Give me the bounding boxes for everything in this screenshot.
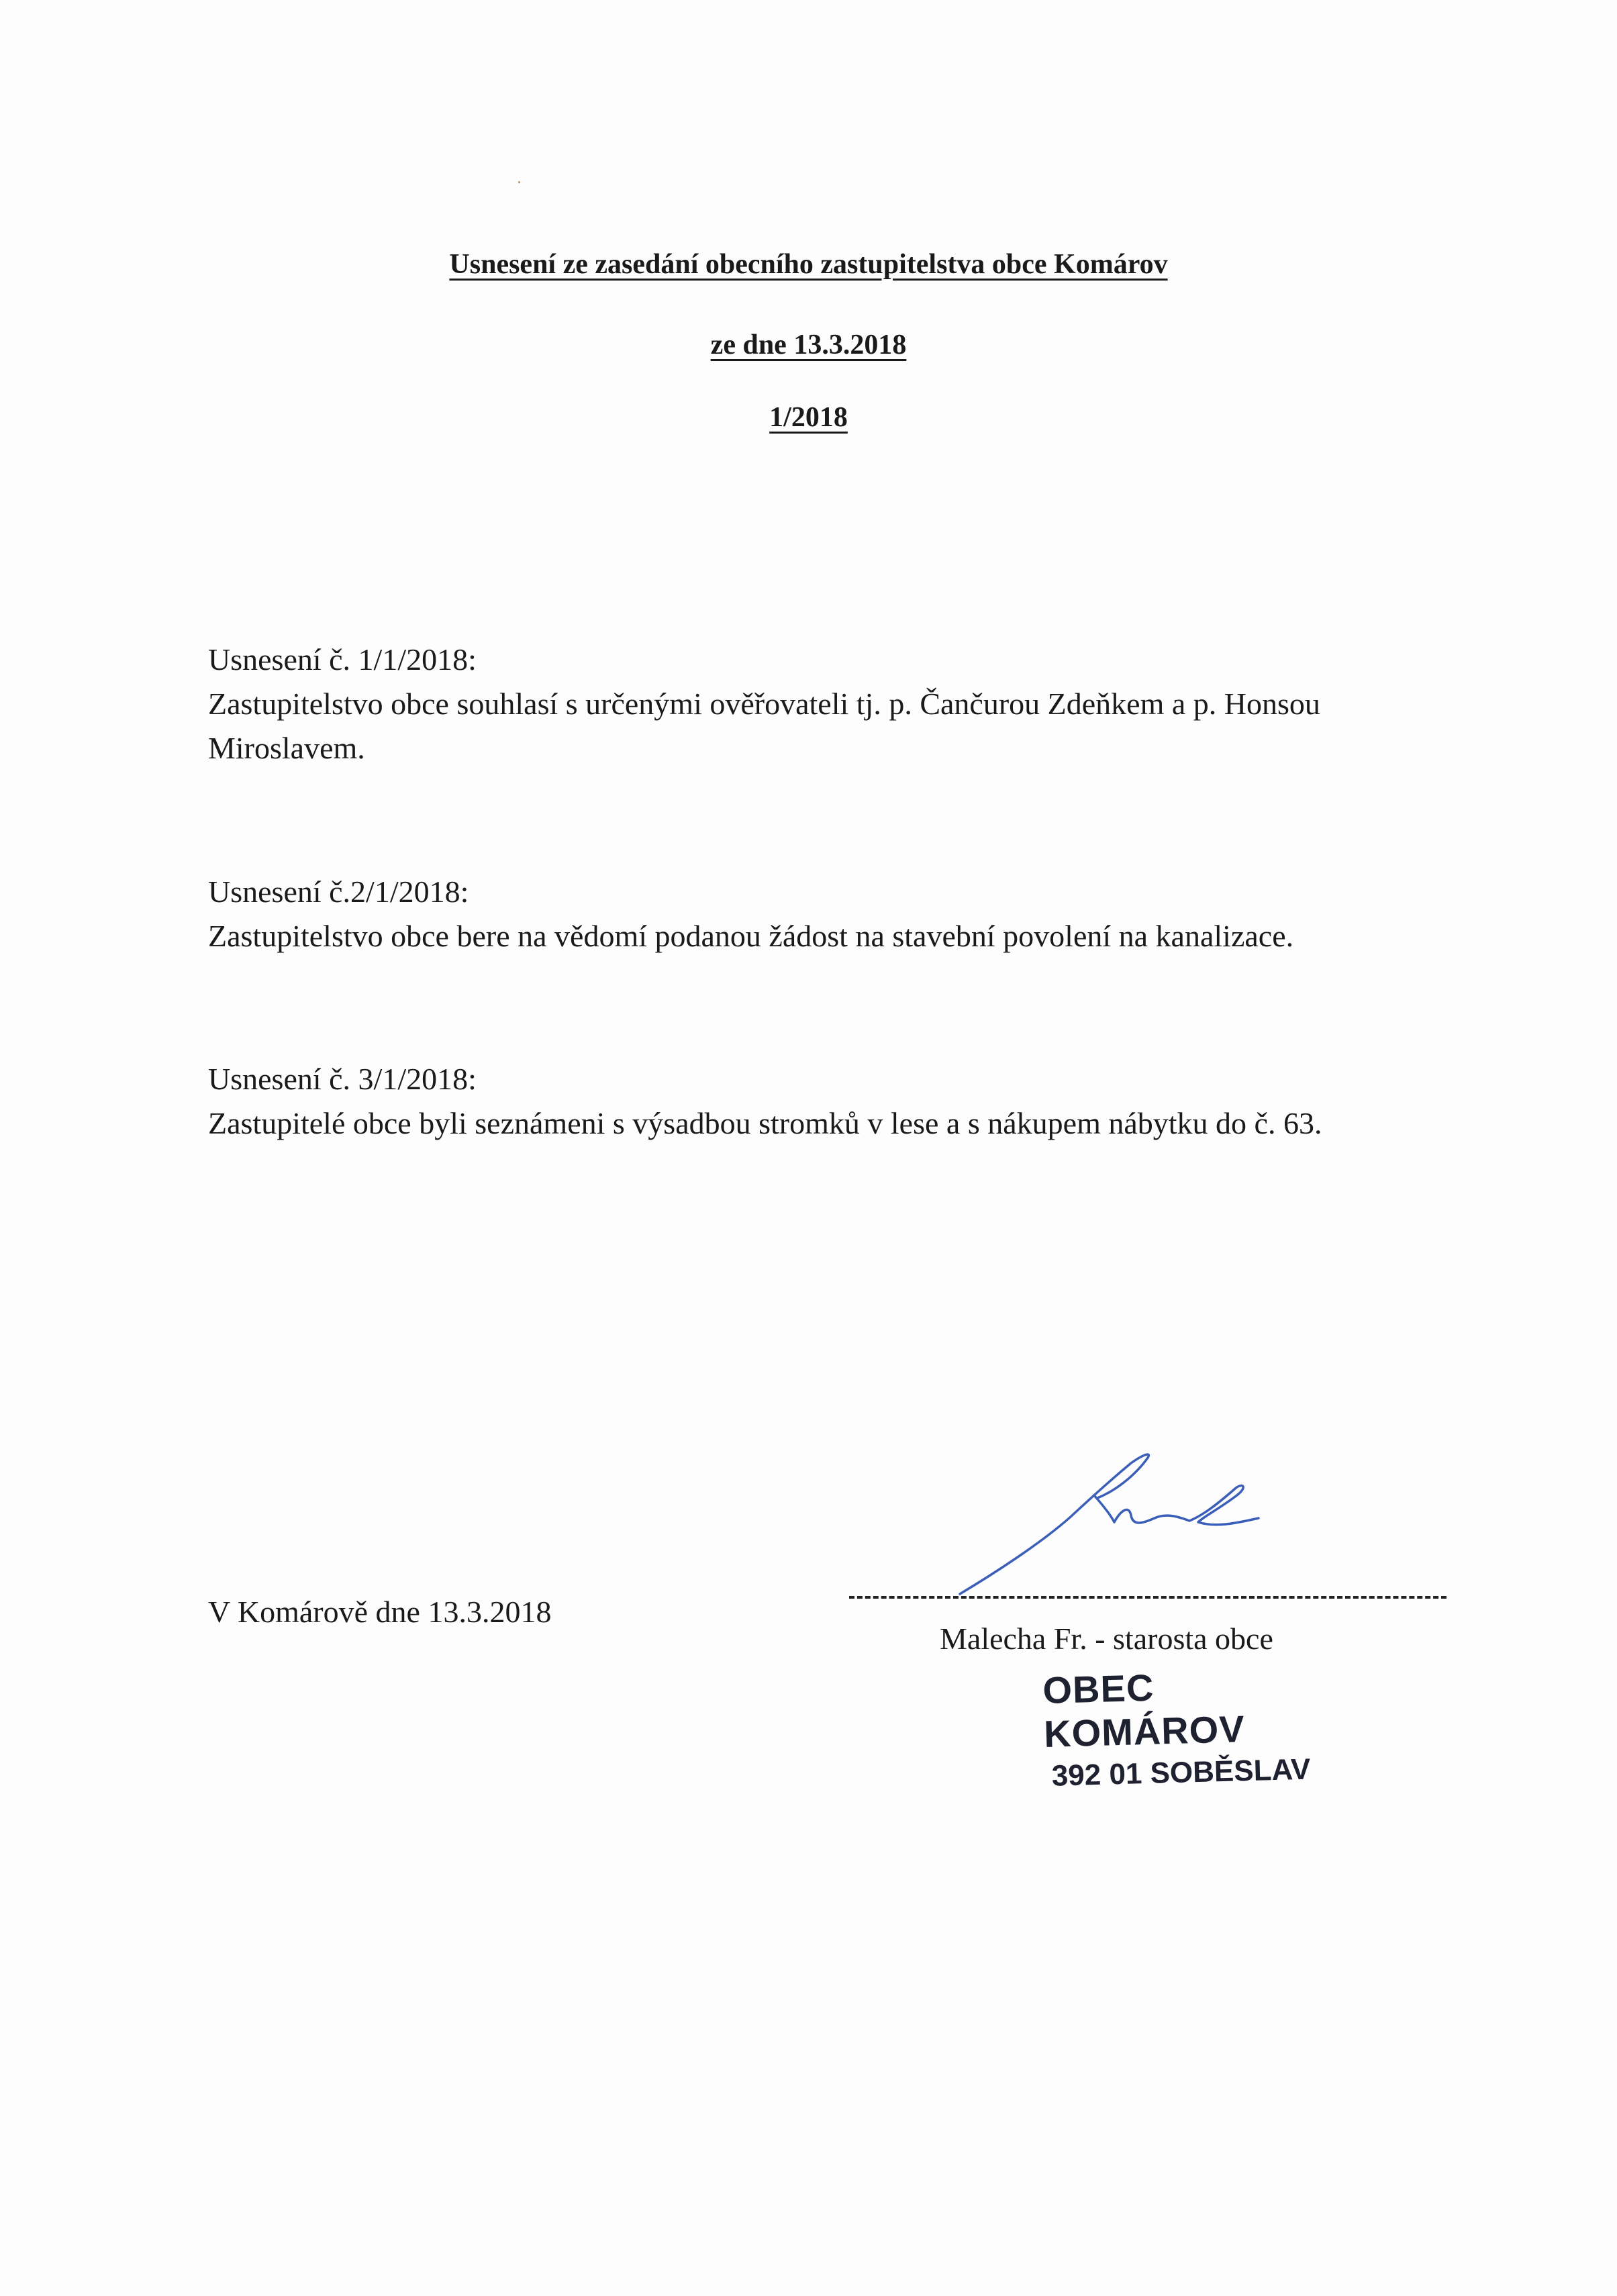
resolution-text: Zastupitelé obce byli seznámeni s výsadbou stromků v lese a s nákupem nábytku do č. 63. bbox=[208, 1106, 1322, 1140]
document-title: Usnesení ze zasedání obecního zastupitelstva obce Komárov bbox=[449, 249, 1168, 280]
resolution-text: Zastupitelstvo obce souhlasí s určenými ověřovateli tj. p. Čančurou Zdeňkem a p. Honsou Miroslavem. bbox=[208, 687, 1320, 765]
resolution-2 bbox=[208, 870, 1483, 958]
stamp-municipality: OBEC KOMÁROV bbox=[1042, 1666, 1246, 1756]
resolution-label: Usnesení č.2/1/2018: bbox=[208, 875, 469, 909]
place-and-date: V Komárově dne 13.3.2018 bbox=[208, 1595, 552, 1629]
document-date: ze dne 13.3.2018 bbox=[710, 330, 907, 360]
official-stamp bbox=[1042, 1660, 1355, 1793]
signature-line bbox=[849, 1596, 1447, 1599]
resolution-label: Usnesení č. 3/1/2018: bbox=[208, 1062, 477, 1096]
handwritten-signature bbox=[953, 1443, 1302, 1604]
resolution-3 bbox=[208, 1057, 1483, 1146]
document-number: 1/2018 bbox=[769, 402, 848, 433]
stamp-address: 392 01 SOBĚSLAV bbox=[1051, 1752, 1311, 1793]
scan-speck bbox=[518, 181, 520, 183]
resolution-text: Zastupitelstvo obce bere na vědomí podanou žádost na stavební povolení na kanalizace. bbox=[208, 919, 1294, 953]
resolution-1 bbox=[208, 638, 1483, 770]
signatory-name: Malecha Fr. - starosta obce bbox=[940, 1621, 1273, 1656]
resolution-label: Usnesení č. 1/1/2018: bbox=[208, 642, 477, 677]
